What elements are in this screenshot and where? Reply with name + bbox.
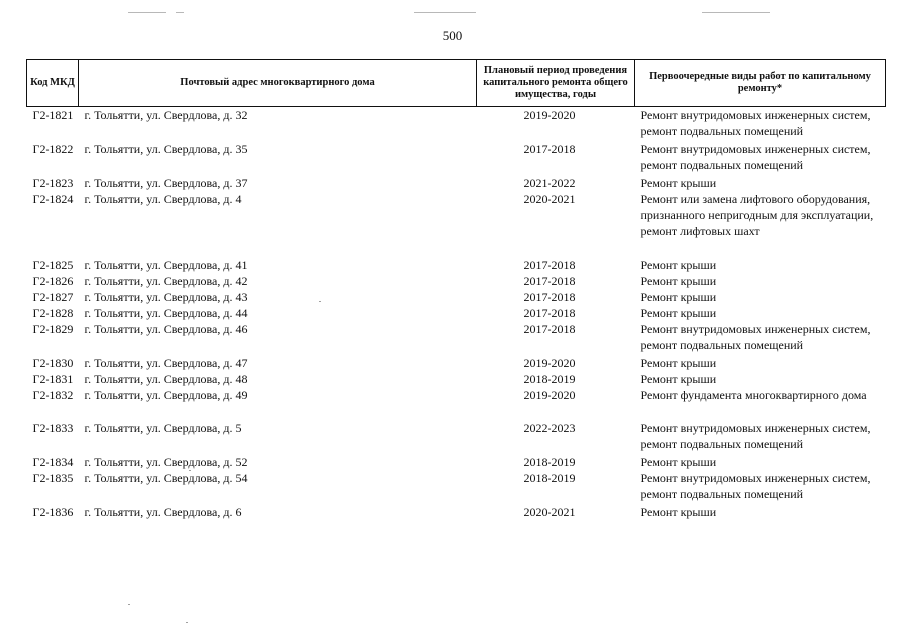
table-header-row [27,60,886,107]
header-address: Почтовый адрес многоквартирного дома [79,60,477,107]
mkd-address: г. Тольятти, ул. Свердлова, д. 37 [84,176,248,190]
repair-works-line: Ремонт внутридомовых инженерных систем, [640,142,871,156]
repair-works-line: ремонт подвальных помещений [640,124,804,138]
mkd-code: Г2-1834 [32,455,74,469]
repair-works-line: признанного непригодным для эксплуатации, [640,208,874,222]
repair-period: 2017-2018 [523,322,576,336]
repair-works-line: Ремонт крыши [640,274,717,288]
repair-period: 2017-2018 [523,290,576,304]
repair-period: 2017-2018 [523,274,576,288]
repair-period: 2017-2018 [523,258,576,272]
table-row [27,504,886,520]
repair-works [635,191,886,257]
repair-period: 2020-2021 [523,192,576,206]
table-row [27,371,886,387]
mkd-code: Г2-1824 [32,192,74,206]
scan-artifact [128,12,166,13]
repair-works [635,305,886,321]
mkd-code: Г2-1831 [32,372,74,386]
repair-works-line: Ремонт фундамента многоквартирного дома [640,388,867,402]
header-code: Код МКД [27,60,79,107]
repair-period: 2017-2018 [523,142,576,156]
mkd-code: Г2-1823 [32,176,74,190]
table-row [27,454,886,470]
mkd-code: Г2-1833 [32,421,74,435]
table-row [27,257,886,273]
table-row [27,387,886,420]
table-body [27,107,886,521]
repair-period: 2018-2019 [523,471,576,485]
scan-artifact [186,622,188,623]
mkd-address: г. Тольятти, ул. Свердлова, д. 52 [84,455,248,469]
repair-works [635,289,886,305]
repair-works-line: Ремонт крыши [640,455,717,469]
repair-works [635,273,886,289]
mkd-code: Г2-1836 [32,505,74,519]
repair-works-line: ремонт подвальных помещений [640,158,804,172]
repair-works [635,470,886,504]
repair-period: 2021-2022 [523,176,576,190]
mkd-code: Г2-1827 [32,290,74,304]
mkd-code: Г2-1835 [32,471,74,485]
mkd-code: Г2-1830 [32,356,74,370]
repair-period: 2018-2019 [523,372,576,386]
mkd-code: Г2-1825 [32,258,74,272]
mkd-address: г. Тольятти, ул. Свердлова, д. 44 [84,306,248,320]
repair-works-line: Ремонт внутридомовых инженерных систем, [640,322,871,336]
mkd-address: г. Тольятти, ул. Свердлова, д. 47 [84,356,248,370]
mkd-table [26,59,886,520]
repair-works-line: Ремонт или замена лифтового оборудования, [640,192,871,206]
mkd-address: г. Тольятти, ул. Свердлова, д. 32 [84,108,248,122]
mkd-code: Г2-1828 [32,306,74,320]
header-works: Первоочередные виды работ по капитальному ремонту* [635,60,886,107]
table-row [27,289,886,305]
table-row [27,191,886,257]
repair-works [635,355,886,371]
scan-artifact [702,12,770,13]
repair-works-line: Ремонт крыши [640,372,717,386]
table-row [27,141,886,175]
repair-works [635,420,886,454]
repair-works [635,321,886,355]
header-period: Плановый период проведения капитального ремонта общего имущества, годы [477,60,635,107]
mkd-code: Г2-1826 [32,274,74,288]
repair-works-line: Ремонт внутридомовых инженерных систем, [640,108,871,122]
scan-artifact [128,604,130,605]
mkd-code: Г2-1832 [32,388,74,402]
repair-works [635,454,886,470]
repair-works-line: Ремонт внутридомовых инженерных систем, [640,421,871,435]
mkd-address: г. Тольятти, ул. Свердлова, д. 46 [84,322,248,336]
scan-artifact [176,12,184,13]
repair-period: 2019-2020 [523,388,576,402]
table-row [27,355,886,371]
table-row [27,470,886,504]
scan-artifact [319,301,321,302]
repair-works [635,141,886,175]
mkd-address: г. Тольятти, ул. Свердлова, д. 48 [84,372,248,386]
mkd-address: г. Тольятти, ул. Свердлова, д. 5 [84,421,242,435]
mkd-address: г. Тольятти, ул. Свердлова, д. 42 [84,274,248,288]
mkd-address: г. Тольятти, ул. Свердлова, д. 6 [84,505,242,519]
repair-period: 2020-2021 [523,505,576,519]
mkd-address: г. Тольятти, ул. Свердлова, д. 4 [84,192,242,206]
repair-period: 2018-2019 [523,455,576,469]
repair-works [635,387,886,420]
mkd-address: г. Тольятти, ул. Свердлова, д. 41 [84,258,248,272]
repair-works-line: ремонт подвальных помещений [640,338,804,352]
mkd-address: г. Тольятти, ул. Свердлова, д. 54 [84,471,248,485]
repair-works-line: Ремонт крыши [640,258,717,272]
repair-works-line: Ремонт крыши [640,176,717,190]
repair-works-line: ремонт лифтовых шахт [640,224,760,238]
mkd-address: г. Тольятти, ул. Свердлова, д. 35 [84,142,248,156]
repair-works-line: ремонт подвальных помещений [640,487,804,501]
repair-works-line: Ремонт крыши [640,356,717,370]
scan-artifact [189,470,191,471]
repair-period: 2019-2020 [523,108,576,122]
mkd-address: г. Тольятти, ул. Свердлова, д. 49 [84,388,248,402]
repair-works-line: ремонт подвальных помещений [640,437,804,451]
repair-works [635,175,886,191]
repair-works [635,257,886,273]
table-row [27,305,886,321]
table-row [27,107,886,142]
mkd-code: Г2-1822 [32,142,74,156]
mkd-code: Г2-1829 [32,322,74,336]
mkd-code: Г2-1821 [32,108,74,122]
repair-period: 2022-2023 [523,421,576,435]
mkd-address: г. Тольятти, ул. Свердлова, д. 43 [84,290,248,304]
repair-period: 2017-2018 [523,306,576,320]
repair-works-line: Ремонт внутридомовых инженерных систем, [640,471,871,485]
page-number: 500 [442,28,463,43]
repair-works-line: Ремонт крыши [640,306,717,320]
table-row [27,420,886,454]
scan-artifact [414,12,476,13]
repair-works [635,107,886,142]
repair-works-line: Ремонт крыши [640,505,717,519]
table-row [27,273,886,289]
repair-works [635,504,886,520]
repair-works-line: Ремонт крыши [640,290,717,304]
repair-works [635,371,886,387]
repair-period: 2019-2020 [523,356,576,370]
table-row [27,321,886,355]
table-row [27,175,886,191]
